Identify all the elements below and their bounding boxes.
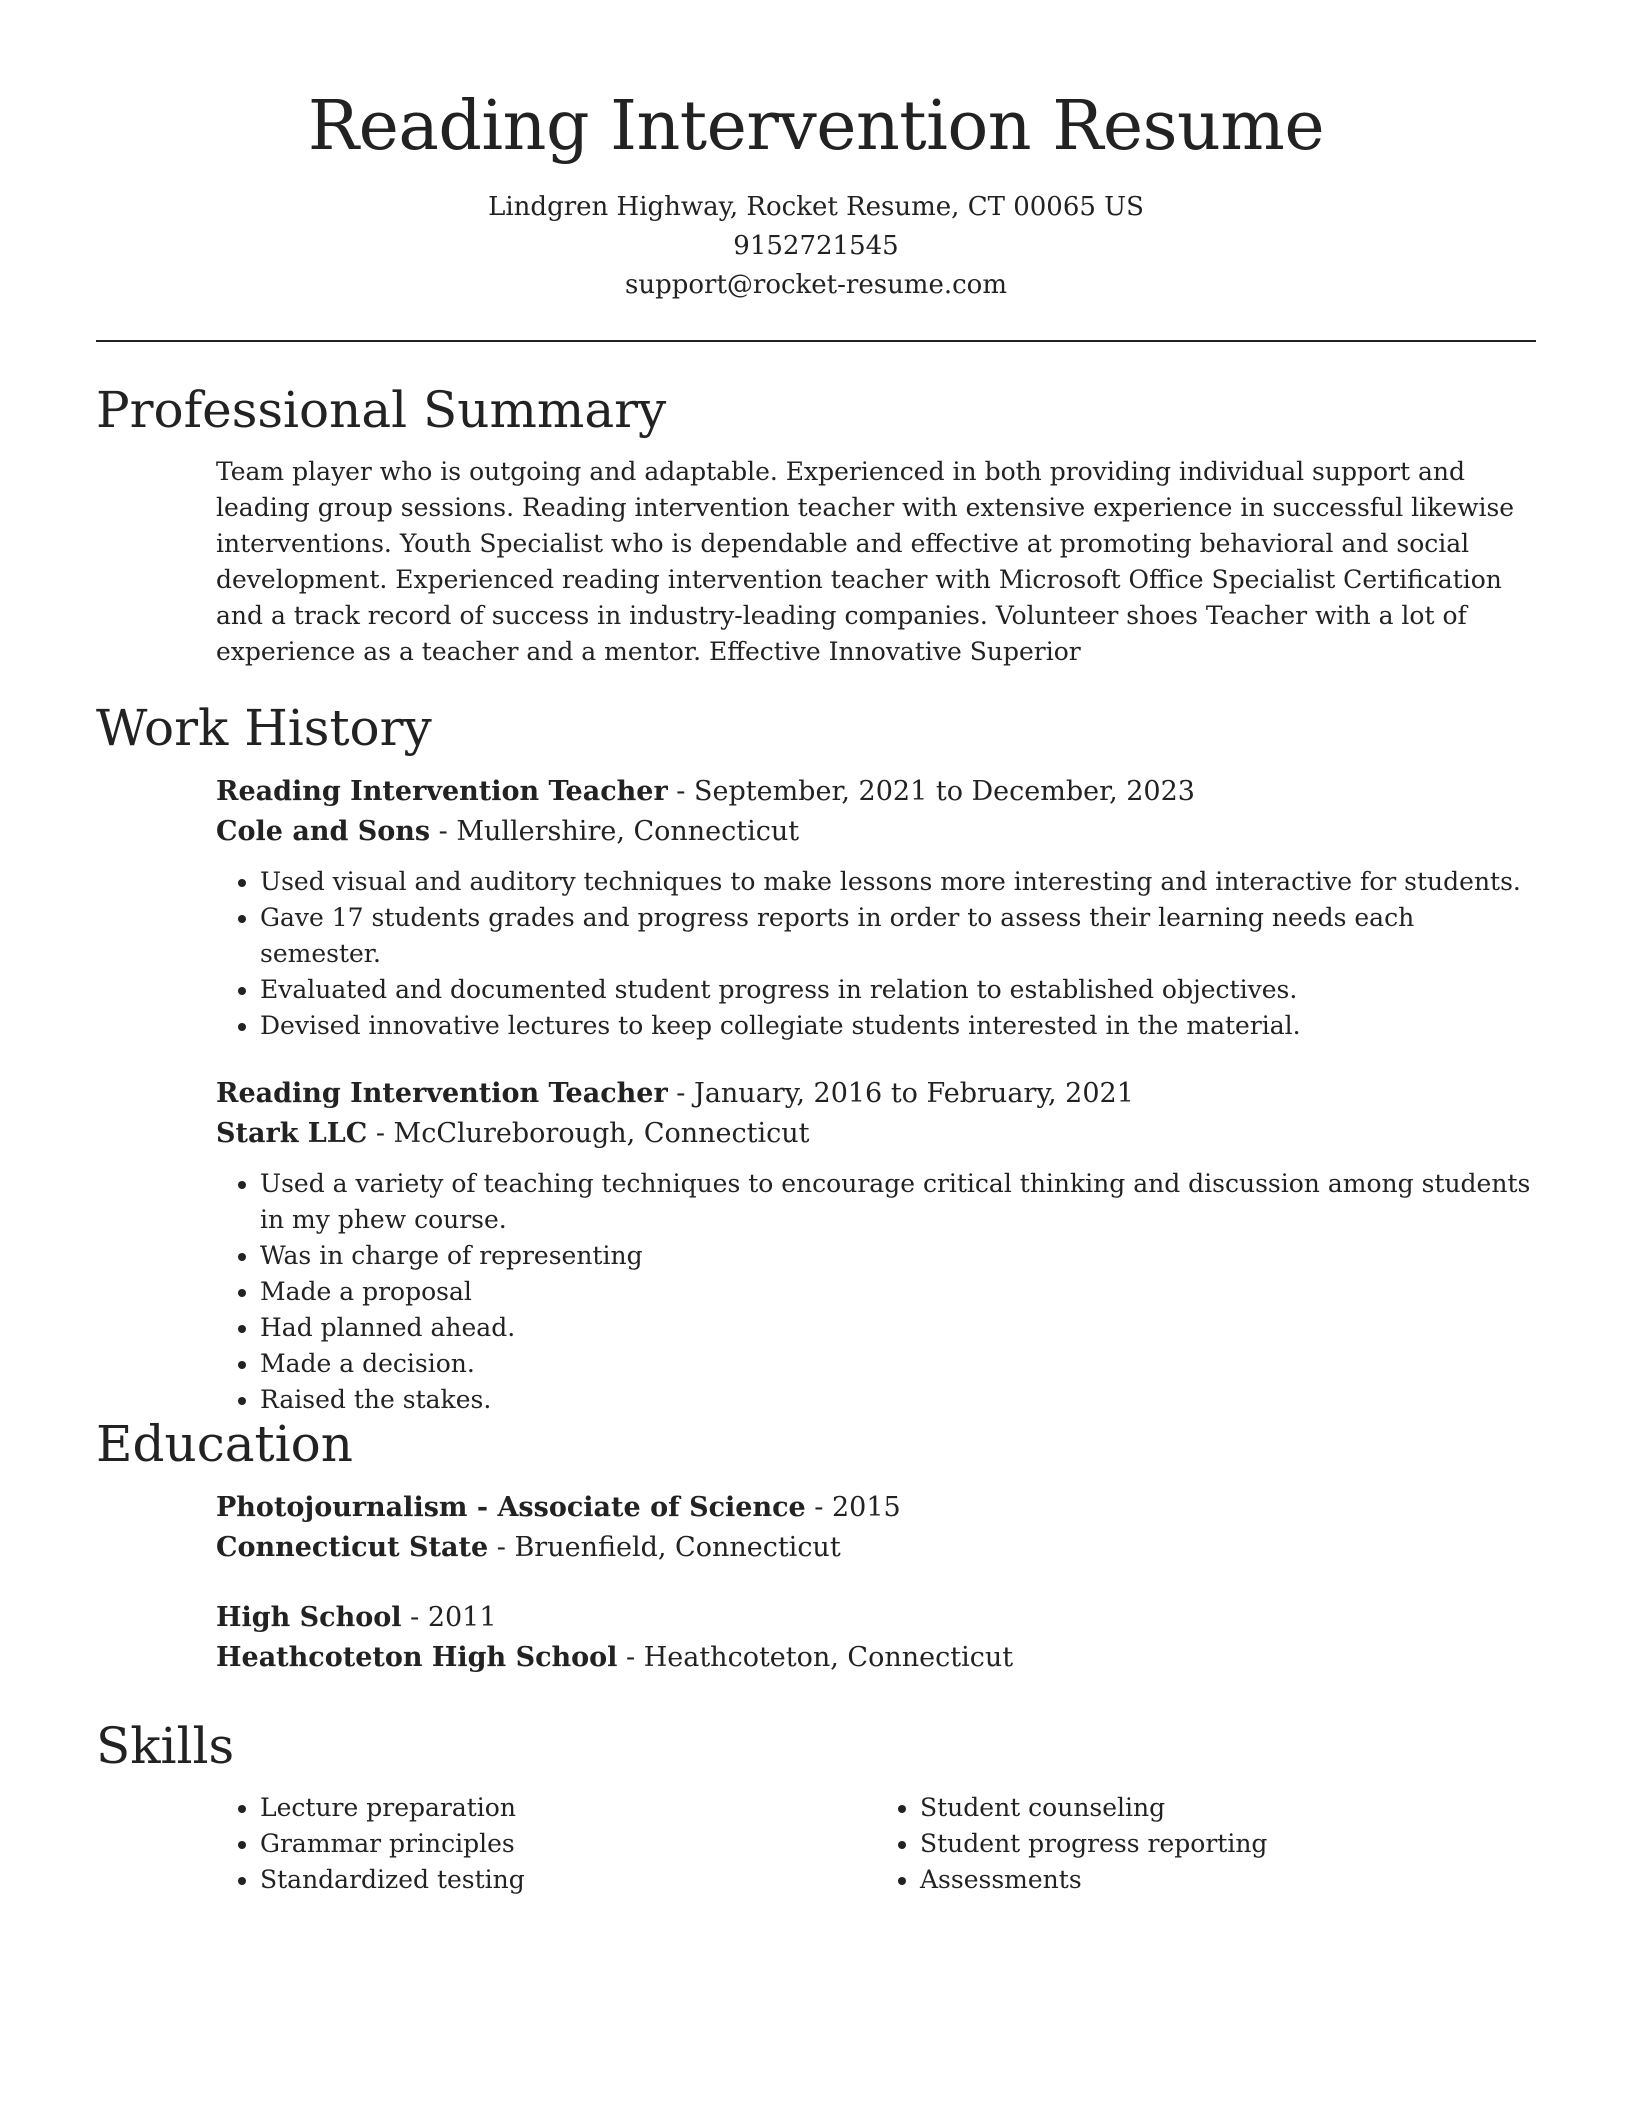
education-location: - Heathcoteton, Connecticut (617, 1642, 1014, 1673)
education-entry (216, 1598, 1536, 1678)
summary-section (96, 380, 1536, 670)
job-title: Reading Intervention Teacher (216, 1078, 668, 1109)
job-bullet: • Evaluated and documented student progress in relation to established objectives. (260, 972, 1536, 1008)
job-bullet: • Used a variety of teaching techniques to encourage critical thinking and discussion among students in my phew course. (260, 1166, 1536, 1238)
skill-item: • Student counseling (920, 1790, 1536, 1826)
job-location: - Mullershire, Connecticut (430, 816, 800, 847)
job-company-line (216, 812, 1536, 852)
education-year: - 2011 (401, 1602, 497, 1633)
education-location: - Bruenfield, Connecticut (488, 1532, 841, 1563)
job-bullet: • Had planned ahead. (260, 1310, 1536, 1346)
job-entry (216, 772, 1536, 1044)
skill-item: • Student progress reporting (920, 1826, 1536, 1862)
education-school: Connecticut State (216, 1532, 489, 1563)
education-school: Heathcoteton High School (216, 1642, 618, 1673)
job-company: Stark LLC (216, 1118, 368, 1149)
job-company: Cole and Sons (216, 816, 431, 847)
job-bullet: • Devised innovative lectures to keep collegiate students interested in the material. (260, 1008, 1536, 1044)
job-bullet: • Raised the stakes. (260, 1382, 1536, 1418)
education-degree-line (216, 1598, 1536, 1638)
skill-item: • Grammar principles (260, 1826, 876, 1862)
skills-heading: Skills (96, 1717, 235, 1775)
education-year: - 2015 (805, 1492, 901, 1523)
education-degree-line (216, 1488, 1536, 1528)
education-entry (216, 1488, 1536, 1568)
job-bullet: • Gave 17 students grades and progress reports in order to assess their learning needs each semester. (260, 900, 1536, 972)
resume-title: Reading Intervention Resume (307, 87, 1325, 166)
job-bullet: • Was in charge of representing (260, 1238, 1536, 1274)
skills-list-right (876, 1790, 1536, 1898)
summary-heading: Professional Summary (96, 381, 667, 439)
skills-columns (216, 1790, 1536, 1898)
header-divider (96, 340, 1536, 342)
job-title: Reading Intervention Teacher (216, 776, 668, 807)
job-title-line (216, 772, 1536, 812)
contact-phone: 9152721545 (733, 231, 899, 261)
education-school-line (216, 1528, 1536, 1568)
contact-email: support@rocket-resume.com (624, 270, 1007, 300)
contact-address: Lindgren Highway, Rocket Resume, CT 00065 US (488, 192, 1144, 222)
job-entry (216, 1074, 1536, 1418)
skill-item: • Standardized testing (260, 1862, 876, 1898)
job-title-line (216, 1074, 1536, 1114)
education-degree: Photojournalism - Associate of Science (216, 1492, 806, 1523)
job-bullet: • Used visual and auditory techniques to make lessons more interesting and interactive for students. (260, 864, 1536, 900)
skills-list-left (216, 1790, 876, 1898)
skill-item: • Assessments (920, 1862, 1536, 1898)
job-location: - McClureborough, Connecticut (367, 1118, 810, 1149)
education-degree: High School (216, 1602, 402, 1633)
job-bullet: • Made a decision. (260, 1346, 1536, 1382)
summary-text: Team player who is outgoing and adaptable. Experienced in both providing individual support and leading group sessions. Reading intervention teacher with extensive experience in successful likewise interventions. Youth Specialist who is dependable and effective at promoting behavioral and social development. Experienced reading intervention teacher with Microsoft Office Specialist Certification and a track record of success in industry-leading companies. Volunteer shoes Teacher with a lot of experience as a teacher and a mentor. Effective Innovative Superior (216, 457, 1515, 666)
job-bullets (216, 1166, 1536, 1418)
job-dates: - January, 2016 to February, 2021 (667, 1078, 1134, 1109)
work-history-section (96, 698, 1536, 1418)
job-company-line (216, 1114, 1536, 1154)
job-bullets (216, 864, 1536, 1044)
job-dates: - September, 2021 to December, 2023 (667, 776, 1195, 807)
education-section (96, 1414, 1536, 1678)
education-heading: Education (96, 1415, 353, 1473)
job-bullet: • Made a proposal (260, 1274, 1536, 1310)
contact-info (0, 188, 1632, 305)
resume-header (0, 0, 1632, 305)
skills-section (96, 1716, 1536, 1898)
education-school-line (216, 1638, 1536, 1678)
skill-item: • Lecture preparation (260, 1790, 876, 1826)
work-history-heading: Work History (96, 699, 432, 757)
